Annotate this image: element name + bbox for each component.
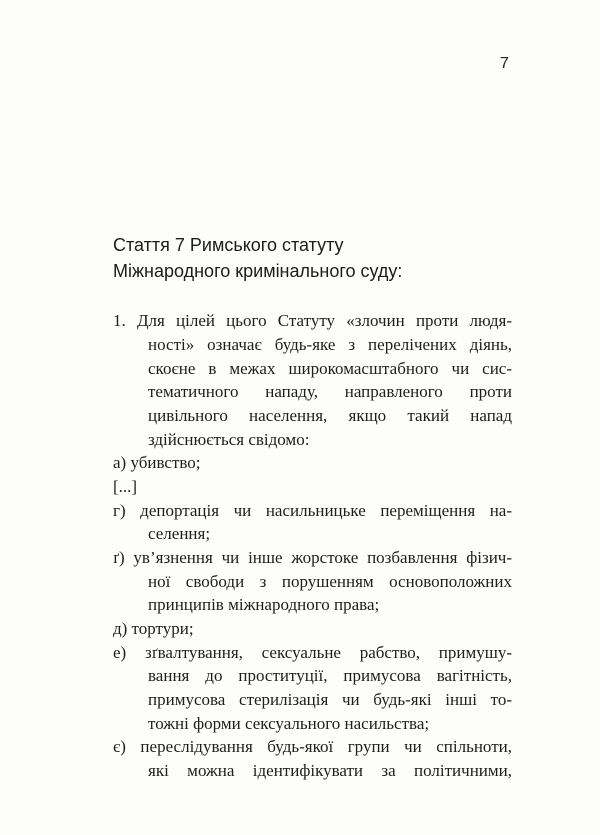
text-line: які можна ідентифікувати за політичними, [148, 761, 512, 780]
list-item-g: г) депортація чи насильницьке переміщення на- [113, 501, 512, 520]
text-line: скоєне в межах широкомасштабного чи сис- [148, 359, 512, 378]
list-item-d: д) тортури; [113, 619, 194, 638]
text-line: тожні форми сексуального насильства; [148, 714, 430, 733]
article-heading-line-1: Стаття 7 Римського статуту [113, 235, 344, 255]
list-item-ye: є) переслідування будь-якої групи чи спільноти, [113, 737, 512, 756]
text-line: принципів міжнародного права; [148, 595, 380, 614]
text-line: селення; [148, 524, 211, 543]
list-item-a: а) убивство; [113, 453, 201, 472]
article-heading-line-2: Міжнародного кримінального суду: [113, 261, 403, 281]
text-line: 1. Для цілей цього Статуту «злочин проти людя- [113, 311, 512, 330]
list-item-e: е) зґвалтування, сексуальне рабство, примушу- [113, 643, 512, 662]
text-line: примусова стерилізація чи будь-які інші то- [148, 690, 512, 709]
text-line: здійснюється свідомо: [148, 430, 310, 449]
omission-mark: [...] [113, 477, 138, 496]
text-line: цивільного населення, якщо такий напад [148, 406, 512, 425]
text-line: вання до проституції, примусова вагітність, [148, 666, 512, 685]
list-item-g-ukr: ґ) ув’язнення чи інше жорстоке позбавлення фізич- [113, 548, 512, 567]
page-number: 7 [500, 55, 509, 72]
text-line: ності» означає будь-яке з перелічених діянь, [148, 335, 512, 354]
text-line: тематичного нападу, направленого проти [148, 382, 512, 401]
text-line: ної свободи з порушенням основоположних [148, 572, 512, 591]
